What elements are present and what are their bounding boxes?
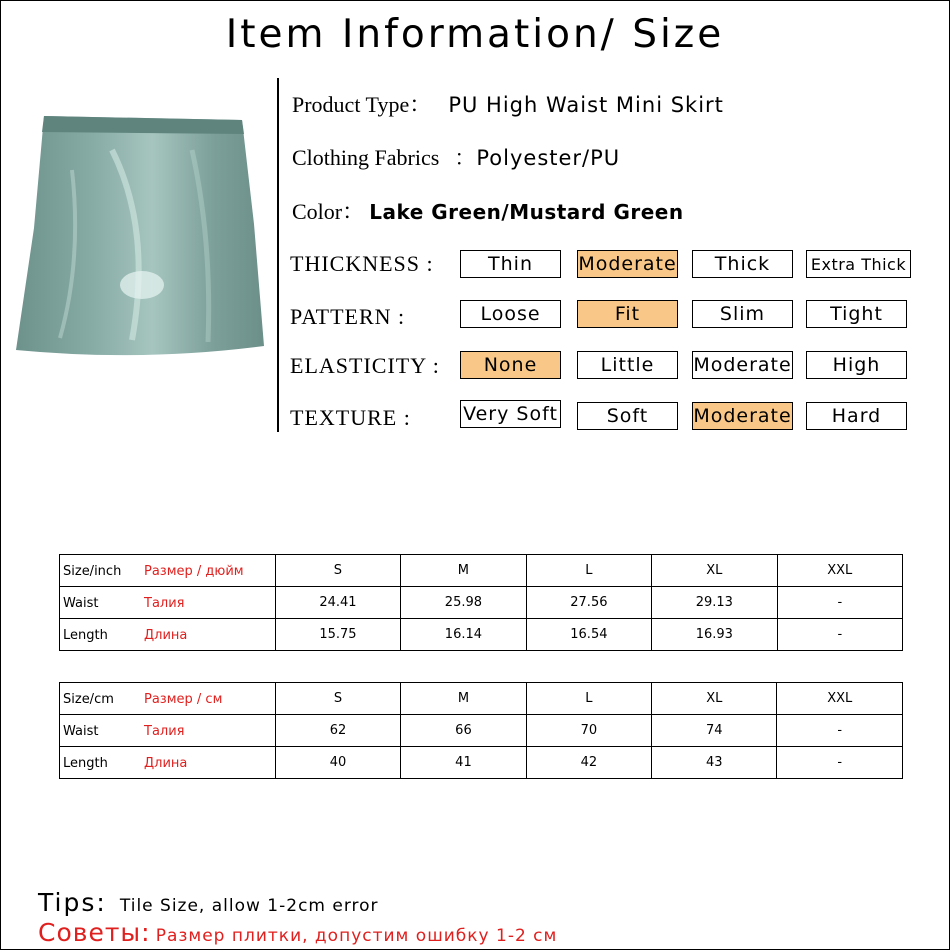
table-row — [60, 715, 903, 747]
value-cell: - — [777, 747, 903, 779]
pattern-option-loose: Loose — [460, 300, 561, 328]
value-cell: 42 — [526, 747, 651, 779]
thickness-option-moderate: Moderate — [577, 250, 678, 278]
fabrics-value: ：Polyester/PU — [454, 146, 621, 170]
size-cell: S — [275, 683, 400, 715]
size-cell: M — [401, 555, 526, 587]
product-type-label: Product Type： — [292, 92, 432, 117]
color-row — [292, 195, 684, 226]
table-row — [60, 555, 903, 587]
size-cell: M — [401, 683, 526, 715]
elasticity-option-little: Little — [577, 351, 678, 379]
value-cell: - — [777, 619, 902, 651]
value-cell: 15.75 — [275, 619, 400, 651]
elasticity-option-moderate: Moderate — [692, 351, 793, 379]
elasticity-option-high: High — [806, 351, 907, 379]
size-header-en: Size/inch — [63, 564, 122, 579]
row-label-en: Length — [63, 756, 108, 771]
tips-label-ru: Советы: — [38, 918, 151, 947]
row-label-cell — [60, 587, 276, 619]
value-cell: 70 — [526, 715, 651, 747]
texture-option-very-soft: Very Soft — [460, 400, 561, 428]
value-cell: 43 — [652, 747, 777, 779]
value-cell: 41 — [401, 747, 526, 779]
value-cell: 25.98 — [401, 587, 526, 619]
texture-label: TEXTURE : — [290, 405, 411, 430]
row-label-ru: Талия — [144, 596, 185, 611]
size-table-inch — [59, 554, 903, 651]
value-cell: 66 — [401, 715, 526, 747]
size-header-ru: Размер / см — [144, 692, 223, 707]
size-cell: XXL — [777, 555, 902, 587]
table-row — [60, 683, 903, 715]
value-cell: - — [777, 715, 903, 747]
value-cell: 16.93 — [652, 619, 777, 651]
row-label-ru: Талия — [144, 724, 185, 739]
fabrics-label: Clothing Fabrics — [292, 145, 440, 170]
pattern-option-fit: Fit — [577, 300, 678, 328]
size-cell: L — [526, 683, 651, 715]
size-cell: XL — [652, 555, 777, 587]
size-header-ru: Размер / дюйм — [144, 564, 244, 579]
size-cell: XL — [652, 683, 777, 715]
pattern-label: PATTERN : — [290, 304, 406, 329]
row-label-en: Length — [63, 628, 108, 643]
tips-text: Tile Size, allow 1-2cm error — [119, 896, 379, 916]
tips-row — [38, 888, 379, 917]
color-value: Lake Green/Mustard Green — [369, 200, 684, 224]
size-cell: XXL — [777, 683, 903, 715]
thickness-option-extra-thick: Extra Thick — [806, 250, 911, 278]
divider-line — [277, 78, 279, 432]
size-header-cell — [60, 683, 276, 715]
thickness-option-thin: Thin — [460, 250, 561, 278]
thickness-label: THICKNESS : — [290, 251, 434, 276]
value-cell: 27.56 — [526, 587, 651, 619]
page-title: Item Information/ Size — [225, 12, 725, 57]
thickness-option-thick: Thick — [692, 250, 793, 278]
tips-row-ru — [38, 918, 557, 947]
size-cell: L — [526, 555, 651, 587]
fabrics-row — [292, 142, 620, 172]
value-cell: 16.14 — [401, 619, 526, 651]
size-cell: S — [275, 555, 400, 587]
pattern-option-tight: Tight — [806, 300, 907, 328]
value-cell: 16.54 — [526, 619, 651, 651]
row-label-cell — [60, 715, 276, 747]
value-cell: 74 — [652, 715, 777, 747]
value-cell: 40 — [275, 747, 400, 779]
row-label-ru: Длина — [144, 628, 188, 643]
product-type-row — [292, 88, 724, 119]
elasticity-option-none: None — [460, 351, 561, 379]
texture-option-moderate: Moderate — [692, 402, 793, 430]
value-cell: 24.41 — [275, 587, 400, 619]
value-cell: 29.13 — [652, 587, 777, 619]
row-label-cell — [60, 619, 276, 651]
size-header-cell — [60, 555, 276, 587]
pattern-option-slim: Slim — [692, 300, 793, 328]
table-row — [60, 587, 903, 619]
size-header-en: Size/cm — [63, 692, 114, 707]
row-label-ru: Длина — [144, 756, 188, 771]
size-table-cm — [59, 682, 903, 779]
row-label-en: Waist — [63, 724, 99, 739]
value-cell: - — [777, 587, 902, 619]
tips-text-ru: Размер плитки, допустим ошибку 1-2 см — [155, 926, 558, 946]
elasticity-label: ELASTICITY : — [290, 353, 440, 378]
texture-option-soft: Soft — [577, 402, 678, 430]
color-label: Color： — [292, 199, 365, 224]
tips-label: Tips: — [38, 888, 107, 917]
texture-option-hard: Hard — [806, 402, 907, 430]
row-label-cell — [60, 747, 276, 779]
value-cell: 62 — [275, 715, 400, 747]
skirt-product-image — [12, 110, 268, 366]
table-row — [60, 619, 903, 651]
table-row — [60, 747, 903, 779]
row-label-en: Waist — [63, 596, 99, 611]
product-type-value: PU High Waist Mini Skirt — [448, 93, 724, 117]
